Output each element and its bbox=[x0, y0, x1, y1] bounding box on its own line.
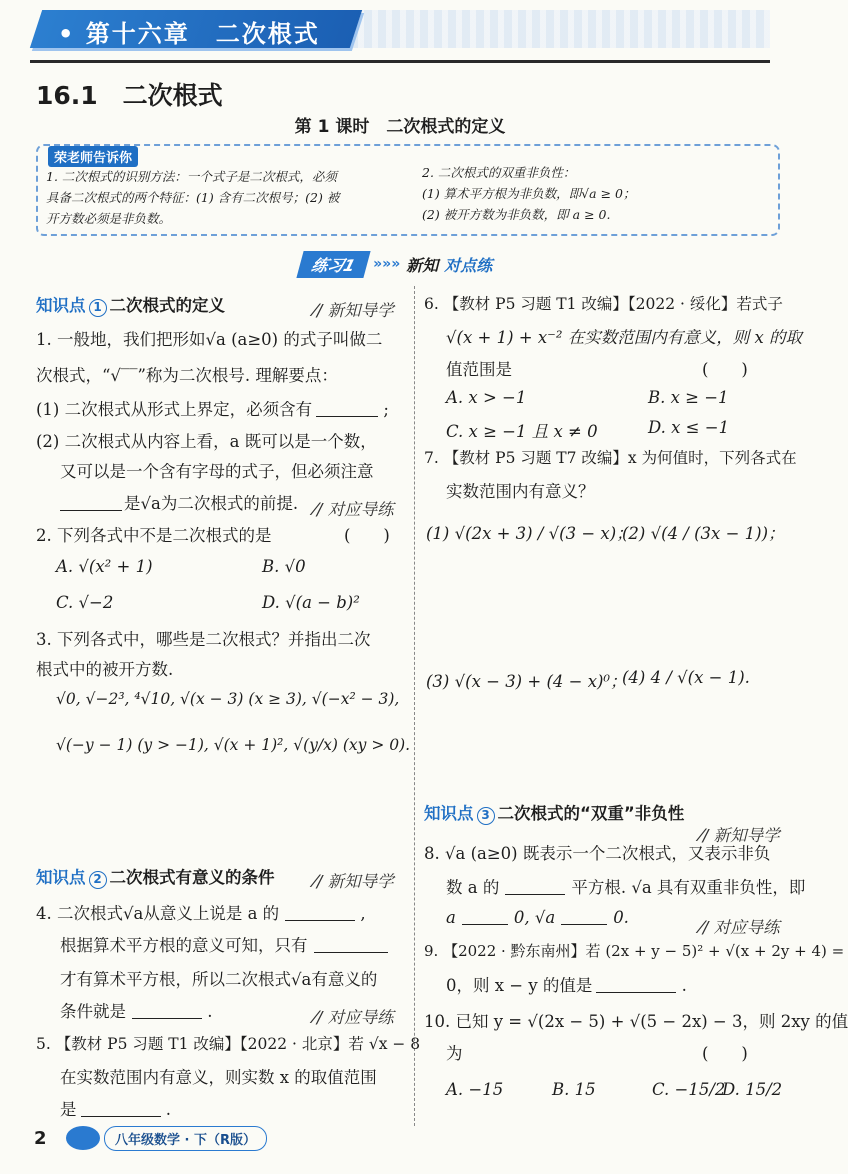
q4-line-4: 条件就是 . bbox=[60, 1002, 213, 1021]
book-label: 八年级数学 · 下（R版） bbox=[104, 1126, 267, 1151]
q10-option-a[interactable]: A. −15 bbox=[446, 1080, 504, 1099]
guide-label: ⁄∕ 对应导练 bbox=[314, 500, 394, 519]
answer-blank[interactable] bbox=[462, 909, 508, 925]
answer-blank[interactable] bbox=[132, 1003, 202, 1019]
q6-option-b[interactable]: B. x ≥ −1 bbox=[648, 388, 729, 407]
header-divider bbox=[30, 60, 770, 63]
q2-option-b[interactable]: B. √0 bbox=[262, 557, 306, 576]
q5-line-2: 在实数范围内有意义，则实数 x 的取值范围 bbox=[60, 1068, 377, 1087]
guide-label: ⁄∕ 新知导学 bbox=[314, 301, 394, 320]
q7-line-2: 实数范围内有意义？ bbox=[446, 482, 595, 501]
q6-option-c[interactable]: C. x ≥ −1 且 x ≠ 0 bbox=[446, 422, 598, 441]
q1-line-2: 次根式，“√‾‾”称为二次根号. 理解要点： bbox=[36, 366, 338, 385]
q8-line-2: 数 a 的 平方根. √a 具有双重非负性，即 bbox=[446, 878, 806, 897]
page-number: 2 bbox=[34, 1128, 47, 1149]
lesson-title: 第 1 课时 二次根式的定义 bbox=[294, 117, 506, 137]
q6-answer-paren[interactable]: ( ) bbox=[702, 360, 748, 379]
q1-line-4: (2) 二次根式从内容上看，a 既可以是一个数， bbox=[36, 432, 377, 451]
column-divider bbox=[414, 286, 415, 1126]
q6-line-1: 6. 【教材 P5 习题 T1 改编】【2022 · 绥化】若式子 bbox=[424, 295, 783, 313]
guide-label: ⁄∕ 新知导学 bbox=[700, 826, 780, 845]
teacher-tip-tag: 荣老师告诉你 bbox=[48, 146, 138, 167]
practice-text-1: 新知 bbox=[406, 255, 439, 275]
q7-item-4: (4) 4 / √(x − 1). bbox=[622, 668, 750, 687]
answer-blank[interactable] bbox=[60, 495, 122, 511]
q3-line-2: 根式中的被开方数. bbox=[36, 660, 174, 679]
q7-item-2: (2) √(4 / (3x − 1))； bbox=[622, 524, 785, 543]
q1-line-6: 是√a为二次根式的前提. bbox=[60, 490, 298, 514]
q2-option-c[interactable]: C. √−2 bbox=[56, 593, 114, 612]
q6-option-a[interactable]: A. x > −1 bbox=[446, 388, 527, 407]
q4-line-3: 才有算术平方根，所以二次根式√a有意义的 bbox=[60, 970, 378, 989]
q5-line-1: 5. 【教材 P5 习题 T1 改编】【2022 · 北京】若 √x − 8 bbox=[36, 1035, 421, 1053]
q10-answer-paren[interactable]: ( ) bbox=[702, 1044, 748, 1063]
practice-text-2: 对点练 bbox=[444, 255, 493, 275]
guide-label: ⁄∕ 对应导练 bbox=[700, 918, 780, 937]
q10-option-b[interactable]: B. 15 bbox=[552, 1080, 596, 1099]
practice-banner bbox=[300, 252, 492, 276]
arrows-icon: »»» bbox=[373, 256, 401, 272]
answer-blank[interactable] bbox=[505, 879, 565, 895]
q2-option-a[interactable]: A. √(x² + 1) bbox=[56, 557, 153, 576]
q6-option-d[interactable]: D. x ≤ −1 bbox=[648, 418, 730, 437]
q2-option-d[interactable]: D. √(a − b)² bbox=[262, 593, 360, 612]
q10-line-1: 10. 已知 y = √(2x − 5) + √(5 − 2x) − 3，则 2xy 的值 bbox=[424, 1012, 848, 1031]
q7-line-1: 7. 【教材 P5 习题 T7 改编】x 为何值时，下列各式在 bbox=[424, 449, 797, 467]
q3-expressions-1: √0, √−2³, ⁴√10, √(x − 3) (x ≥ 3), √(−x² − 3), bbox=[56, 690, 400, 708]
practice-tag: 练习1 bbox=[296, 251, 370, 278]
q7-item-3: (3) √(x − 3) + (4 − x)⁰； bbox=[426, 672, 627, 691]
answer-blank[interactable] bbox=[285, 905, 355, 921]
q3-expressions-2: √(−y − 1) (y > −1), √(x + 1)², √(y/x) (xy > 0). bbox=[56, 736, 411, 754]
publisher-logo bbox=[66, 1126, 100, 1150]
q9-line-2: 0，则 x − y 的值是 . bbox=[446, 976, 687, 995]
answer-blank[interactable] bbox=[81, 1101, 161, 1117]
q6-line-2: √(x + 1) + x⁻² 在实数范围内有意义，则 x 的取 bbox=[446, 328, 802, 347]
q3-line-1: 3. 下列各式中，哪些是二次根式？并指出二次 bbox=[36, 630, 371, 649]
q5-line-3: 是 . bbox=[60, 1100, 171, 1119]
q1-line-3: (1) 二次根式从形式上界定，必须含有 ; bbox=[36, 400, 389, 419]
header-decoration bbox=[350, 10, 770, 48]
answer-blank[interactable] bbox=[596, 977, 676, 993]
q4-line-1: 4. 二次根式√a从意义上说是 a 的 , bbox=[36, 904, 366, 923]
answer-blank[interactable] bbox=[314, 937, 388, 953]
q1-line-5: 又可以是一个含有字母的式子，但必须注意 bbox=[60, 462, 374, 481]
q8-line-1: 8. √a (a≥0) 既表示一个二次根式，又表示非负 bbox=[424, 844, 771, 863]
q4-line-2: 根据算术平方根的意义可知，只有 bbox=[60, 932, 388, 956]
knowledge-point-2: 知识点 2 二次根式有意义的条件 bbox=[36, 868, 275, 887]
q10-line-2: 为 bbox=[446, 1044, 463, 1063]
tip-right-text: 2. 二次根式的双重非负性： (1) 算术平方根为非负数，即√a ≥ 0； (2) 被开方数为非负数，即 a ≥ 0. bbox=[422, 165, 636, 222]
guide-label: ⁄∕ 新知导学 bbox=[314, 872, 394, 891]
guide-label: ⁄∕ 对应导练 bbox=[314, 1008, 394, 1027]
q7-item-1: (1) √(2x + 3) / √(3 − x)； bbox=[426, 524, 633, 543]
tip-left-text: 1. 二次根式的识别方法：一个式子是二次根式，必须 具备二次根式的两个特征：(1) 含有二次根号；(2) 被 开方数必须是非负数。 bbox=[46, 169, 340, 226]
q1-line-1: 1. 一般地，我们把形如√a (a≥0) 的式子叫做二 bbox=[36, 330, 383, 349]
q8-line-3: a 0, √a 0. bbox=[446, 908, 629, 927]
q10-option-d[interactable]: D. 15/2 bbox=[722, 1080, 783, 1099]
knowledge-point-3: 知识点 3 二次根式的“双重”非负性 bbox=[424, 804, 685, 823]
q2-stem: 2. 下列各式中不是二次根式的是 bbox=[36, 526, 272, 545]
section-title: 16.1 二次根式 bbox=[36, 81, 223, 110]
q6-line-3: 值范围是 bbox=[446, 360, 512, 379]
q9-line-1: 9. 【2022 · 黔东南州】若 (2x + y − 5)² + √(x + 2y + 4) = bbox=[424, 942, 845, 960]
q2-answer-paren[interactable]: ( ) bbox=[344, 526, 390, 545]
q10-option-c[interactable]: C. −15/2 bbox=[652, 1080, 726, 1099]
knowledge-point-1: 知识点 1 二次根式的定义 bbox=[36, 296, 225, 315]
answer-blank[interactable] bbox=[561, 909, 607, 925]
chapter-title: • 第十六章 二次根式 bbox=[58, 20, 320, 48]
answer-blank[interactable] bbox=[316, 401, 378, 417]
